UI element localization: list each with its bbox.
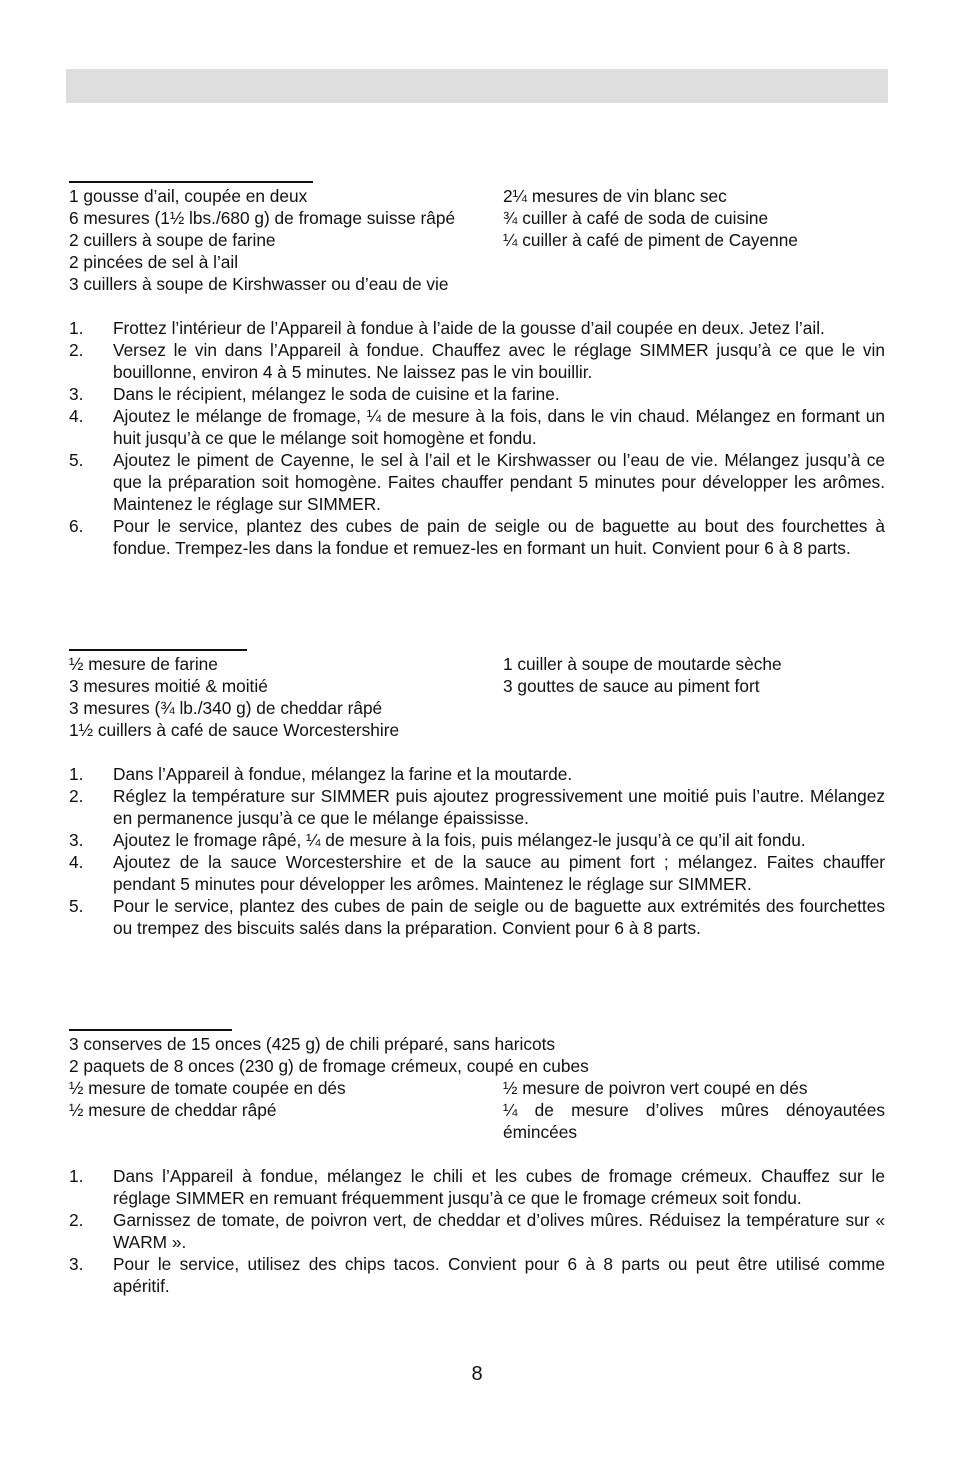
step-number: 6. [69, 516, 84, 536]
ingredient: ½ mesure de poivron vert coupé en dés [503, 1078, 808, 1098]
step-text: Dans le récipient, mélangez le soda de cuisine et la farine. [113, 384, 560, 404]
step-text: Ajoutez le mélange de fromage, ¼ de mesure à la fois, dans le vin chaud. Mélangez en formant un huit jusqu’à ce que le mélange soit homogène et fondu. [113, 406, 885, 448]
step-text: Ajoutez le fromage râpé, ¼ de mesure à la fois, puis mélangez-le jusqu’à ce qu’il ait fondu. [113, 830, 806, 850]
ingredient: ¾ cuiller à café de soda de cuisine [503, 208, 769, 228]
ingredient: 3 cuillers à soupe de Kirshwasser ou d’eau de vie [69, 274, 449, 294]
recipe-2-ingredients [69, 653, 885, 741]
step-item [69, 851, 885, 895]
step-number: 2. [69, 340, 84, 360]
recipe-3-steps [69, 1165, 885, 1297]
step-text: Versez le vin dans l’Appareil à fondue. Chauffez avec le réglage SIMMER jusqu’à ce que le vin bouillonne, environ 4 à 5 minutes. Ne laissez pas le vin bouillir. [113, 340, 885, 382]
step-number: 5. [69, 896, 84, 916]
step-item [69, 895, 885, 939]
step-text: Dans l’Appareil à fondue, mélangez la farine et la moutarde. [113, 764, 573, 784]
step-number: 2. [69, 1210, 84, 1230]
step-number: 3. [69, 1254, 84, 1274]
recipe-1-title-rule [69, 181, 313, 183]
ingredient: 2 cuillers à soupe de farine [69, 230, 276, 250]
step-item [69, 1165, 885, 1209]
recipe-2 [69, 649, 885, 939]
step-item [69, 1209, 885, 1253]
step-text: Dans l’Appareil à fondue, mélangez le chili et les cubes de fromage crémeux. Chauffez sur le réglage SIMMER en remuant fréquemment jusqu’à ce que le fromage crémeux soit fondu. [113, 1166, 885, 1208]
step-item [69, 1253, 885, 1297]
recipe-1 [69, 181, 885, 559]
step-text: Réglez la température sur SIMMER puis ajoutez progressivement une moitié puis l’autre. Mélangez en permanence jusqu’à ce que le mélange épaississe. [113, 786, 885, 828]
ingredient: 1 cuiller à soupe de moutarde sèche [503, 654, 782, 674]
recipe-1-steps [69, 317, 885, 559]
step-text: Pour le service, utilisez des chips tacos. Convient pour 6 à 8 parts ou peut être utilisé comme apéritif. [113, 1254, 885, 1296]
ingredient: 1½ cuillers à café de sauce Worcestershire [69, 720, 400, 740]
step-text: Ajoutez de la sauce Worcestershire et de la sauce au piment fort ; mélangez. Faites chauffer pendant 5 minutes pour développer les arômes. Maintenez le réglage sur SIMMER. [113, 852, 885, 894]
ingredient: 6 mesures (1½ lbs./680 g) de fromage suisse râpé [69, 208, 456, 228]
recipe-2-steps [69, 763, 885, 939]
step-text: Ajoutez le piment de Cayenne, le sel à l’ail et le Kirshwasser ou l’eau de vie. Mélangez jusqu’à ce que la préparation soit homogène. Faites chauffer pendant 5 minutes pour développer les arômes. Maintenez le réglage sur SIMMER. [113, 450, 885, 514]
step-item [69, 515, 885, 559]
ingredient: 3 mesures (¾ lb./340 g) de cheddar râpé [69, 698, 383, 718]
ingredient: ½ mesure de farine [69, 654, 218, 674]
ingredient: 2 paquets de 8 onces (230 g) de fromage crémeux, coupé en cubes [69, 1056, 589, 1076]
recipe-3-title-rule [69, 1029, 232, 1031]
recipe-3-ingredients [69, 1033, 885, 1143]
step-text: Garnissez de tomate, de poivron vert, de cheddar et d’olives mûres. Réduisez la température sur « WARM ». [113, 1210, 885, 1252]
ingredient: 1 gousse d’ail, coupée en deux [69, 186, 308, 206]
recipe-2-title-rule [69, 649, 247, 651]
step-number: 3. [69, 830, 84, 850]
step-number: 5. [69, 450, 84, 470]
step-number: 4. [69, 406, 84, 426]
step-number: 1. [69, 1166, 84, 1186]
ingredient: 3 conserves de 15 onces (425 g) de chili préparé, sans haricots [69, 1034, 556, 1054]
step-item [69, 317, 885, 339]
header-bar [66, 69, 888, 103]
ingredient: ¼ de mesure d’olives mûres dénoyautées émincées [503, 1100, 885, 1142]
step-text: Pour le service, plantez des cubes de pain de seigle ou de baguette aux extrémités des fourchettes ou trempez des biscuits salés dans la préparation. Convient pour 6 à 8 parts. [113, 896, 885, 938]
ingredient: 3 mesures moitié & moitié [69, 676, 268, 696]
step-item [69, 829, 885, 851]
recipe-3 [69, 1029, 885, 1297]
ingredient: ½ mesure de cheddar râpé [69, 1100, 277, 1120]
step-item [69, 763, 885, 785]
step-text: Pour le service, plantez des cubes de pain de seigle ou de baguette au bout des fourchettes à fondue. Trempez-les dans la fondue et remuez-les en formant un huit. Convient pour 6 à 8 parts. [113, 516, 885, 558]
step-item [69, 785, 885, 829]
step-item [69, 405, 885, 449]
ingredient: ¼ cuiller à café de piment de Cayenne [503, 230, 798, 250]
step-number: 2. [69, 786, 84, 806]
ingredient: 2¼ mesures de vin blanc sec [503, 186, 727, 206]
step-item [69, 339, 885, 383]
ingredient: ½ mesure de tomate coupée en dés [69, 1078, 346, 1098]
step-text: Frottez l’intérieur de l’Appareil à fondue à l’aide de la gousse d’ail coupée en deux. Jetez l’ail. [113, 318, 825, 338]
step-number: 4. [69, 852, 84, 872]
step-number: 1. [69, 764, 84, 784]
step-item [69, 383, 885, 405]
page-number: 8 [471, 1363, 483, 1385]
ingredient: 2 pincées de sel à l’ail [69, 252, 239, 272]
step-item [69, 449, 885, 515]
step-number: 1. [69, 318, 84, 338]
ingredient: 3 gouttes de sauce au piment fort [503, 676, 760, 696]
recipe-1-ingredients [69, 185, 885, 295]
step-number: 3. [69, 384, 84, 404]
